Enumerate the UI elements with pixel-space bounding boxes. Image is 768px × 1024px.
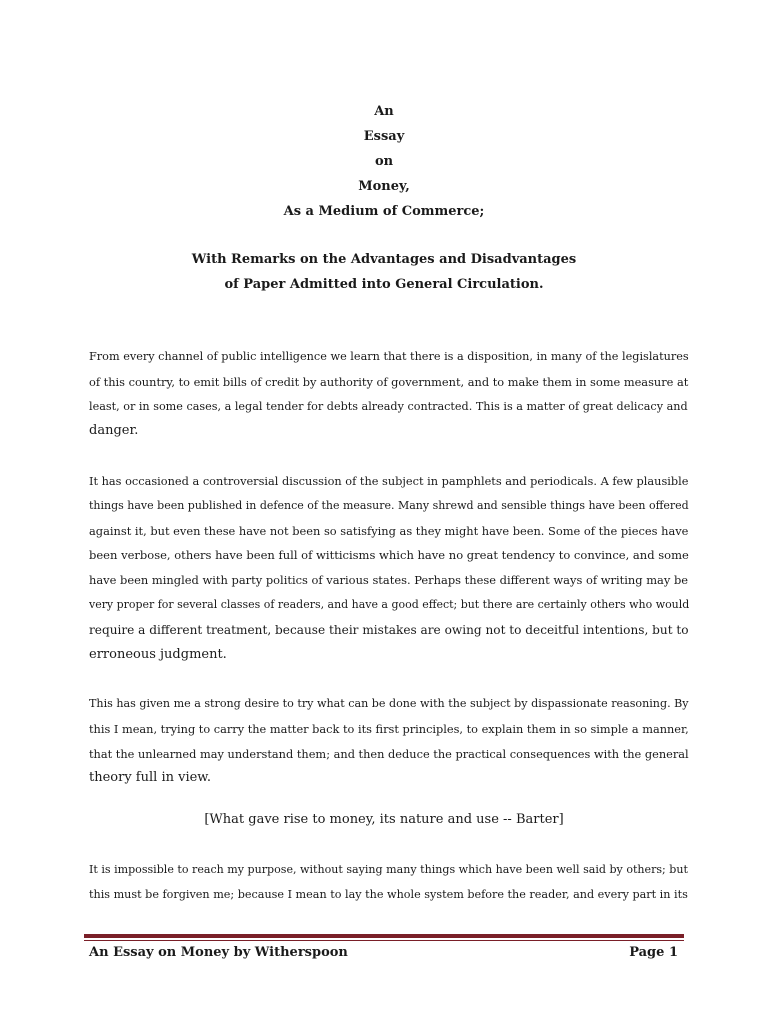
title-line-3: on (374, 154, 394, 169)
paragraph-4 (89, 858, 689, 908)
paragraph-line: this must be forgiven me; because I mean to lay the whole system before the reader, and every part in its (89, 887, 688, 901)
subtitle-block (0, 247, 768, 297)
paragraph-line: this I mean, trying to carry the matter back to its first principles, to explain them in so simple a manner, (89, 721, 689, 736)
subtitle-line-1: With Remarks on the Advantages and Disadvantages (191, 252, 577, 267)
paragraph-line: have been mingled with party politics of various states. Perhaps these different ways of writing may be (89, 573, 689, 588)
paragraph-line: theory full in view. (89, 770, 212, 786)
section-note: [What gave rise to money, its nature and use -- Barter] (204, 812, 564, 827)
paragraph-1 (89, 345, 689, 444)
title-line-1: An (374, 104, 394, 119)
title-block (0, 99, 768, 224)
paragraph-2 (89, 469, 689, 667)
paragraph-line: require a different treatment, because their mistakes are owing not to deceitful intentions, but to (89, 622, 689, 637)
title-line-2: Essay (363, 129, 405, 144)
paragraph-line: least, or in some cases, a legal tender for debts already contracted. This is a matter of great delicacy and (89, 399, 688, 413)
paragraph-3 (89, 692, 689, 791)
footer-rule-thin (84, 940, 684, 941)
paragraph-line: against it, but even these have not been so satisfying as they might have been. Some of the pieces have (89, 523, 689, 538)
page-number: Page 1 (629, 945, 678, 960)
paragraph-line: erroneous judgment. (89, 646, 227, 662)
paragraph-line: things have been published in defence of the measure. Many shrewd and sensible things have been offered (89, 498, 689, 512)
paragraph-line: danger. (89, 423, 139, 439)
footer-rule (84, 934, 684, 938)
title-line-5: As a Medium of Commerce; (283, 204, 485, 219)
paragraph-line: very proper for several classes of readers, and have a good effect; but there are certainly others who would (89, 597, 689, 611)
paragraph-line: This has given me a strong desire to try what can be done with the subject by dispassionate reasoning. By (89, 697, 689, 710)
footer-title: An Essay on Money by Witherspoon (89, 945, 348, 960)
subtitle-line-2: of Paper Admitted into General Circulation. (224, 277, 544, 292)
paragraph-line: been verbose, others have been full of witticisms which have no great tendency to convince, and some (89, 548, 689, 563)
paragraph-line: of this country, to emit bills of credit by authority of government, and to make them in some measure at (89, 374, 689, 389)
paragraph-line: From every channel of public intelligence we learn that there is a disposition, in many of the legislatures (89, 350, 689, 363)
paragraph-line: that the unlearned may understand them; and then deduce the practical consequences with the general (89, 746, 689, 761)
title-line-4: Money, (358, 179, 410, 194)
paragraph-line: It is impossible to reach my purpose, without saying many things which have been well said by others; but (89, 863, 688, 876)
paragraph-line: It has occasioned a controversial discussion of the subject in pamphlets and periodicals. A few plausible (89, 474, 689, 488)
